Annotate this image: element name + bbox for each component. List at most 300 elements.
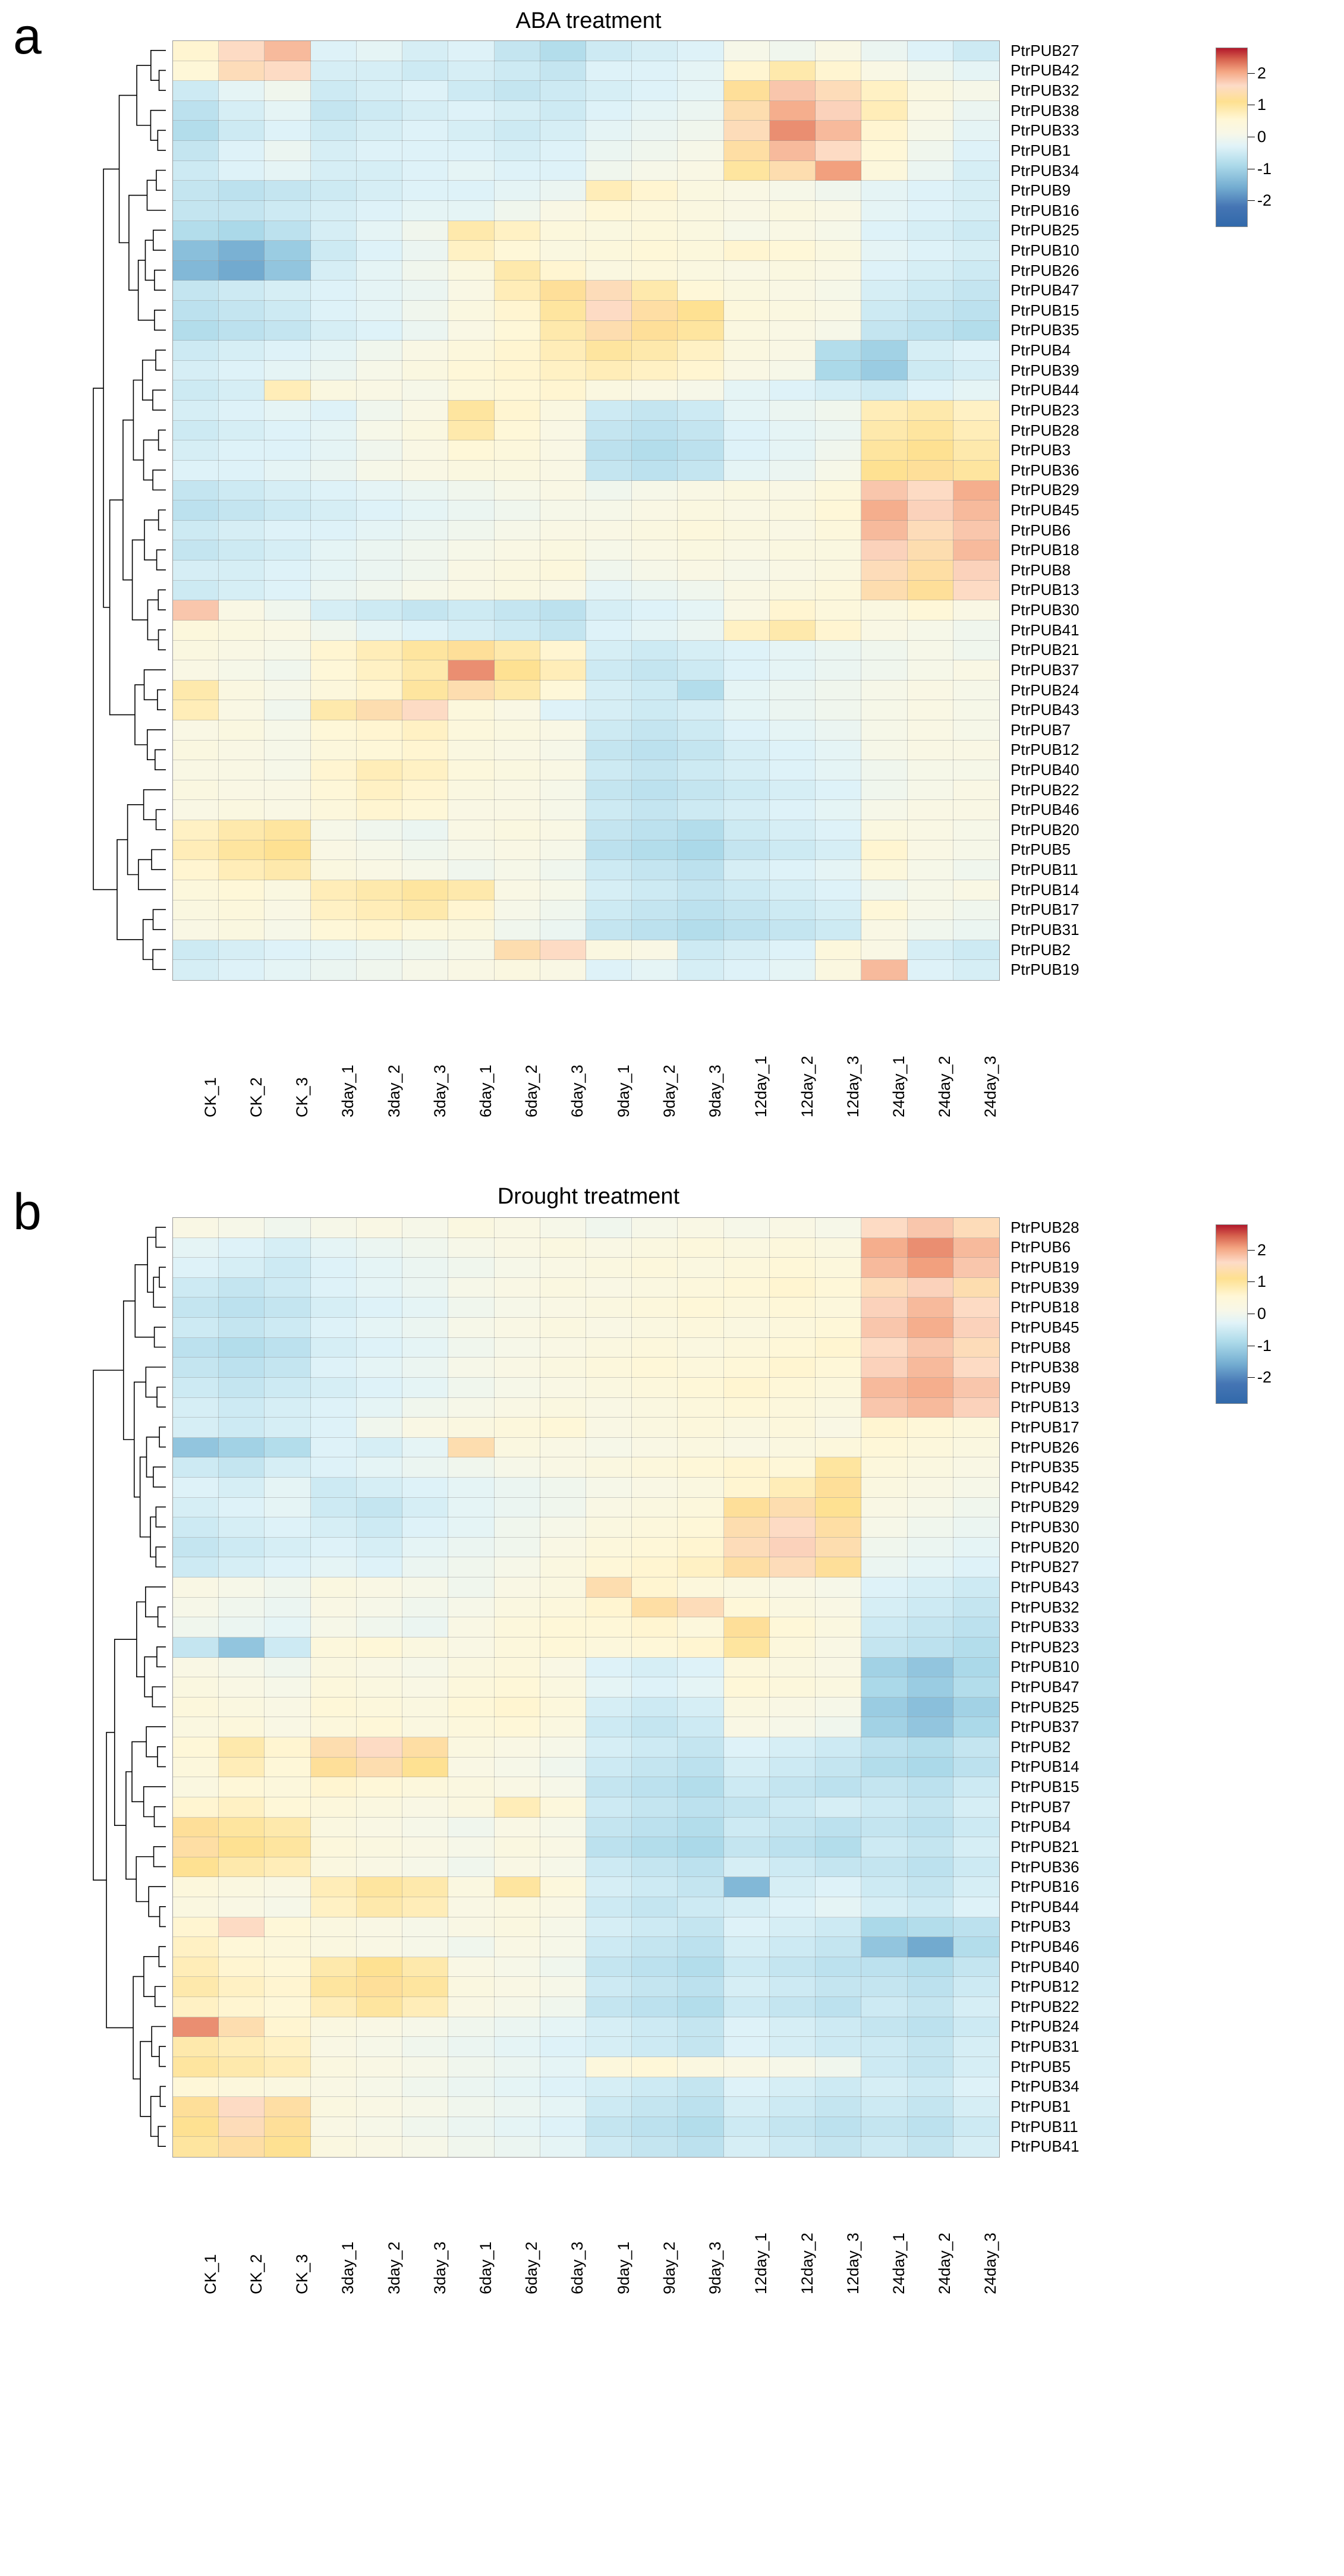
heatmap-cell xyxy=(357,221,402,241)
heatmap-cell xyxy=(495,81,540,101)
heatmap-cell xyxy=(816,940,861,961)
heatmap-cell xyxy=(402,880,448,900)
heatmap-cell xyxy=(816,1358,861,1378)
heatmap-cell xyxy=(861,720,907,741)
heatmap-cell xyxy=(586,500,632,521)
heatmap-cell xyxy=(632,1218,678,1238)
heatmap-cell xyxy=(173,560,219,581)
heatmap-cell xyxy=(908,341,953,361)
heatmap-cell xyxy=(678,540,723,560)
heatmap-cell xyxy=(632,1957,678,1977)
heatmap-cell xyxy=(908,1977,953,1997)
heatmap-cell xyxy=(402,281,448,301)
panel-letter-b: b xyxy=(13,1183,42,1240)
heatmap-cell xyxy=(861,1238,907,1258)
heatmap-cell xyxy=(908,481,953,501)
heatmap-cell xyxy=(402,1498,448,1518)
heatmap-cell xyxy=(816,1837,861,1857)
heatmap-cell xyxy=(265,1358,310,1378)
heatmap-cell xyxy=(586,920,632,940)
heatmap-cell xyxy=(770,181,816,201)
heatmap-cell xyxy=(311,1758,357,1778)
row-label: PtrPUB3 xyxy=(1011,1917,1071,1936)
heatmap-cell xyxy=(357,720,402,741)
heatmap-cell xyxy=(861,600,907,621)
heatmap-cell xyxy=(448,161,494,181)
heatmap-cell xyxy=(816,920,861,940)
heatmap-cell xyxy=(402,321,448,341)
heatmap-cell xyxy=(357,61,402,81)
heatmap-cell xyxy=(586,1837,632,1857)
heatmap-cell xyxy=(219,2117,265,2137)
heatmap-cell xyxy=(265,181,310,201)
heatmap-cell xyxy=(678,880,723,900)
heatmap-cell xyxy=(953,760,999,780)
heatmap-cell xyxy=(953,1777,999,1797)
heatmap-cell xyxy=(402,641,448,661)
heatmap-cell xyxy=(219,800,265,820)
heatmap-cell xyxy=(861,281,907,301)
heatmap-cell xyxy=(540,581,586,601)
heatmap-cell xyxy=(861,1818,907,1838)
heatmap-cell xyxy=(219,1378,265,1398)
heatmap-cell xyxy=(632,361,678,381)
heatmap-cell xyxy=(173,1698,219,1718)
heatmap-cell xyxy=(495,2137,540,2157)
heatmap-cell xyxy=(908,621,953,641)
heatmap-cell xyxy=(953,361,999,381)
heatmap-cell xyxy=(402,1398,448,1418)
heatmap-cell xyxy=(816,380,861,401)
heatmap-cell xyxy=(173,481,219,501)
heatmap-cell xyxy=(357,461,402,481)
heatmap-cell xyxy=(816,1857,861,1878)
heatmap-cell xyxy=(770,2077,816,2098)
heatmap-cell xyxy=(770,261,816,281)
heatmap-cell xyxy=(724,581,770,601)
heatmap-cell xyxy=(448,760,494,780)
heatmap-cell xyxy=(908,380,953,401)
heatmap-cell xyxy=(678,1698,723,1718)
heatmap-cell xyxy=(908,560,953,581)
heatmap-cell xyxy=(586,161,632,181)
heatmap-cell xyxy=(724,1698,770,1718)
heatmap-cell xyxy=(265,401,310,421)
heatmap-cell xyxy=(540,820,586,840)
heatmap-cell xyxy=(357,741,402,761)
heatmap-cell xyxy=(724,81,770,101)
heatmap-cell xyxy=(861,41,907,61)
heatmap-cell xyxy=(448,2137,494,2157)
heatmap-cell xyxy=(953,1478,999,1498)
heatmap-cell xyxy=(402,581,448,601)
heatmap-cell xyxy=(173,1917,219,1938)
heatmap-cell xyxy=(219,581,265,601)
heatmap-cell xyxy=(540,241,586,261)
heatmap-cell xyxy=(173,1777,219,1797)
heatmap-cell xyxy=(219,1338,265,1358)
heatmap-cell xyxy=(448,1577,494,1598)
heatmap-cell xyxy=(586,820,632,840)
heatmap-cell xyxy=(265,41,310,61)
heatmap-cell xyxy=(219,421,265,441)
heatmap-cell xyxy=(770,540,816,560)
row-label: PtrPUB23 xyxy=(1011,401,1079,419)
heatmap-cell xyxy=(678,1318,723,1338)
row-label: PtrPUB33 xyxy=(1011,121,1079,140)
heatmap-cell xyxy=(678,1517,723,1538)
heatmap-cell xyxy=(402,1677,448,1698)
heatmap-cell xyxy=(724,1957,770,1977)
heatmap-cell xyxy=(311,1777,357,1797)
heatmap-cell xyxy=(678,700,723,720)
heatmap-cell xyxy=(678,840,723,861)
heatmap-cell xyxy=(173,1857,219,1878)
heatmap-cell xyxy=(861,1977,907,1997)
heatmap-cell xyxy=(540,261,586,281)
heatmap-cell xyxy=(953,2017,999,2038)
heatmap-cell xyxy=(311,1438,357,1458)
heatmap-cell xyxy=(448,1877,494,1897)
heatmap-cell xyxy=(219,1258,265,1278)
heatmap-cell xyxy=(861,2137,907,2157)
heatmap-cell xyxy=(770,741,816,761)
heatmap-cell xyxy=(678,421,723,441)
heatmap-cell xyxy=(586,880,632,900)
heatmap-cell xyxy=(816,481,861,501)
heatmap-cell xyxy=(816,161,861,181)
heatmap-cell xyxy=(540,1917,586,1938)
heatmap-cell xyxy=(540,1698,586,1718)
heatmap-cell xyxy=(770,1717,816,1737)
heatmap-cell xyxy=(908,880,953,900)
heatmap-cell xyxy=(678,1218,723,1238)
heatmap-cell xyxy=(632,1478,678,1498)
heatmap-cell xyxy=(311,1418,357,1438)
row-label: PtrPUB46 xyxy=(1011,1938,1079,1956)
heatmap-cell xyxy=(770,860,816,880)
heatmap-cell xyxy=(265,321,310,341)
heatmap-cell xyxy=(402,1298,448,1318)
column-label: 3day_2 xyxy=(385,2241,403,2294)
heatmap-cell xyxy=(724,560,770,581)
heatmap-cell xyxy=(908,1917,953,1938)
heatmap-cell xyxy=(540,1538,586,1558)
heatmap-cell xyxy=(816,581,861,601)
heatmap-cell xyxy=(448,581,494,601)
heatmap-cell xyxy=(861,560,907,581)
column-label: 12day_1 xyxy=(752,2232,770,2294)
heatmap-cell xyxy=(586,301,632,321)
heatmap-cell xyxy=(586,1617,632,1637)
heatmap-cell xyxy=(402,500,448,521)
heatmap-cell xyxy=(770,581,816,601)
heatmap-cell xyxy=(448,720,494,741)
heatmap-cell xyxy=(724,820,770,840)
heatmap-cell xyxy=(173,800,219,820)
heatmap-cell xyxy=(495,540,540,560)
heatmap-cell xyxy=(402,760,448,780)
heatmap-cell xyxy=(770,1957,816,1977)
heatmap-cell xyxy=(540,660,586,681)
column-label: 24day_2 xyxy=(936,1056,954,1117)
heatmap-cell xyxy=(908,1797,953,1818)
heatmap-cell xyxy=(586,940,632,961)
heatmap-cell xyxy=(173,641,219,661)
heatmap-cell xyxy=(311,1698,357,1718)
heatmap-cell xyxy=(724,461,770,481)
heatmap-cell xyxy=(770,1837,816,1857)
heatmap-cell xyxy=(724,1438,770,1458)
heatmap-cell xyxy=(770,461,816,481)
row-dendrogram-b xyxy=(92,1217,169,2156)
heatmap-cell xyxy=(311,321,357,341)
heatmap-cell xyxy=(219,1737,265,1758)
heatmap-cell xyxy=(448,1917,494,1938)
heatmap-cell xyxy=(311,301,357,321)
heatmap-cell xyxy=(402,621,448,641)
heatmap-cell xyxy=(678,1457,723,1478)
heatmap-cell xyxy=(908,1398,953,1418)
heatmap-cell xyxy=(632,1857,678,1878)
heatmap-cell xyxy=(495,2077,540,2098)
heatmap-cell xyxy=(357,1658,402,1678)
heatmap-cell xyxy=(265,2117,310,2137)
heatmap-cell xyxy=(724,681,770,701)
heatmap-cell xyxy=(770,201,816,221)
heatmap-cell xyxy=(861,1717,907,1737)
heatmap-cell xyxy=(265,1658,310,1678)
heatmap-cell xyxy=(448,1398,494,1418)
heatmap-cell xyxy=(540,2037,586,2057)
heatmap-cell xyxy=(357,141,402,161)
heatmap-cell xyxy=(724,920,770,940)
heatmap-cell xyxy=(219,1478,265,1498)
heatmap-cell xyxy=(770,41,816,61)
heatmap-cell xyxy=(219,2137,265,2157)
heatmap-cell xyxy=(357,1857,402,1878)
heatmap-cell xyxy=(311,880,357,900)
heatmap-cell xyxy=(219,900,265,921)
heatmap-cell xyxy=(265,1637,310,1658)
heatmap-cell xyxy=(770,281,816,301)
heatmap-cell xyxy=(908,1818,953,1838)
heatmap-cell xyxy=(540,401,586,421)
column-label: 24day_2 xyxy=(936,2232,954,2294)
column-label: 3day_2 xyxy=(385,1065,403,1117)
row-label: PtrPUB34 xyxy=(1011,2077,1079,2096)
heatmap-cell xyxy=(219,301,265,321)
heatmap-cell xyxy=(953,1418,999,1438)
heatmap-cell xyxy=(540,1897,586,1917)
heatmap-cell xyxy=(265,1538,310,1558)
heatmap-cell xyxy=(632,760,678,780)
heatmap-cell xyxy=(265,61,310,81)
heatmap-cell xyxy=(908,221,953,241)
heatmap-cell xyxy=(678,741,723,761)
heatmap-cell xyxy=(540,201,586,221)
heatmap-cell xyxy=(495,1877,540,1897)
heatmap-cell xyxy=(265,1238,310,1258)
heatmap-cell xyxy=(632,321,678,341)
heatmap-cell xyxy=(632,41,678,61)
heatmap-cell xyxy=(495,560,540,581)
heatmap-cell xyxy=(357,1517,402,1538)
heatmap-cell xyxy=(816,1997,861,2017)
heatmap-cell xyxy=(173,421,219,441)
heatmap-cell xyxy=(265,221,310,241)
heatmap-cell xyxy=(357,421,402,441)
heatmap-cell xyxy=(540,900,586,921)
heatmap-cell xyxy=(632,1917,678,1938)
heatmap-cell xyxy=(586,341,632,361)
heatmap-cell xyxy=(540,1677,586,1698)
heatmap-cell xyxy=(311,2077,357,2098)
heatmap-cell xyxy=(265,1457,310,1478)
heatmap-cell xyxy=(311,621,357,641)
heatmap-cell xyxy=(816,201,861,221)
heatmap-cell xyxy=(265,1777,310,1797)
heatmap-cell xyxy=(357,1538,402,1558)
heatmap-cell xyxy=(632,341,678,361)
row-label: PtrPUB28 xyxy=(1011,421,1079,439)
heatmap-cell xyxy=(678,181,723,201)
heatmap-cell xyxy=(311,1797,357,1818)
heatmap-cell xyxy=(357,201,402,221)
heatmap-cell xyxy=(448,621,494,641)
heatmap-cell xyxy=(402,1957,448,1977)
heatmap-cell xyxy=(402,2037,448,2057)
heatmap-cell xyxy=(861,1997,907,2017)
heatmap-cell xyxy=(632,161,678,181)
heatmap-cell xyxy=(861,1937,907,1957)
heatmap-cell xyxy=(448,2057,494,2077)
heatmap-cell xyxy=(632,1538,678,1558)
heatmap-cell xyxy=(173,321,219,341)
heatmap-cell xyxy=(678,600,723,621)
heatmap-cell xyxy=(219,2097,265,2117)
heatmap-cell xyxy=(816,341,861,361)
heatmap-cell xyxy=(265,2057,310,2077)
heatmap-cell xyxy=(908,461,953,481)
heatmap-cell xyxy=(816,2117,861,2137)
heatmap-cell xyxy=(632,1977,678,1997)
heatmap-cell xyxy=(495,361,540,381)
heatmap-cell xyxy=(402,2137,448,2157)
heatmap-cell xyxy=(953,1577,999,1598)
heatmap-cell xyxy=(816,1298,861,1318)
heatmap-cell xyxy=(816,221,861,241)
heatmap-cell xyxy=(540,500,586,521)
column-label: CK_3 xyxy=(293,2254,311,2294)
heatmap-cell xyxy=(311,2117,357,2137)
heatmap-cell xyxy=(402,940,448,961)
heatmap-cell xyxy=(632,301,678,321)
heatmap-cell xyxy=(678,1617,723,1637)
heatmap-cell xyxy=(908,401,953,421)
heatmap-cell xyxy=(770,1338,816,1358)
heatmap-cell xyxy=(173,101,219,121)
row-label: PtrPUB2 xyxy=(1011,940,1071,959)
heatmap-cell xyxy=(953,161,999,181)
heatmap-cell xyxy=(632,1758,678,1778)
heatmap-cell xyxy=(632,261,678,281)
heatmap-cell xyxy=(678,2017,723,2038)
heatmap-cell xyxy=(357,1457,402,1478)
heatmap-cell xyxy=(357,581,402,601)
heatmap-cell xyxy=(448,1758,494,1778)
heatmap-cell xyxy=(357,1917,402,1938)
heatmap-cell xyxy=(908,41,953,61)
heatmap-cell xyxy=(908,1358,953,1378)
heatmap-cell xyxy=(402,481,448,501)
heatmap-cell xyxy=(953,2037,999,2057)
heatmap-cell xyxy=(724,1338,770,1358)
colorbar-tick-label: 1 xyxy=(1257,1273,1267,1291)
heatmap-cell xyxy=(586,1717,632,1737)
heatmap-cell xyxy=(724,481,770,501)
heatmap-cell xyxy=(448,880,494,900)
heatmap-cell xyxy=(678,161,723,181)
heatmap-cell xyxy=(953,1698,999,1718)
heatmap-cell xyxy=(402,720,448,741)
heatmap-cell xyxy=(770,1418,816,1438)
heatmap-cell xyxy=(219,61,265,81)
heatmap-cell xyxy=(265,900,310,921)
heatmap-cell xyxy=(219,1977,265,1997)
heatmap-cell xyxy=(540,780,586,801)
row-label: PtrPUB11 xyxy=(1011,861,1078,879)
heatmap-cell xyxy=(678,361,723,381)
heatmap-cell xyxy=(678,321,723,341)
heatmap-cell xyxy=(219,221,265,241)
row-label: PtrPUB27 xyxy=(1011,1558,1079,1576)
heatmap-cell xyxy=(678,1238,723,1258)
heatmap-cell xyxy=(632,780,678,801)
heatmap-cell xyxy=(632,880,678,900)
heatmap-cell xyxy=(402,1977,448,1997)
heatmap-cell xyxy=(632,860,678,880)
heatmap-cell xyxy=(678,81,723,101)
heatmap-cell xyxy=(953,660,999,681)
heatmap-cell xyxy=(678,1378,723,1398)
heatmap-cell xyxy=(448,840,494,861)
heatmap-cell xyxy=(173,401,219,421)
heatmap-cell xyxy=(678,1717,723,1737)
heatmap-cell xyxy=(402,41,448,61)
heatmap-cell xyxy=(678,681,723,701)
heatmap-cell xyxy=(908,241,953,261)
heatmap-cell xyxy=(311,1398,357,1418)
heatmap-cell xyxy=(632,1617,678,1637)
heatmap-cell xyxy=(770,361,816,381)
heatmap-cell xyxy=(402,1658,448,1678)
heatmap-cell xyxy=(632,2077,678,2098)
heatmap-cell xyxy=(678,1438,723,1458)
heatmap-cell xyxy=(816,141,861,161)
row-label: PtrPUB21 xyxy=(1011,641,1079,659)
heatmap-cell xyxy=(632,521,678,541)
heatmap-cell xyxy=(540,2137,586,2157)
heatmap-cell xyxy=(540,1577,586,1598)
heatmap-cell xyxy=(953,1538,999,1558)
heatmap-cell xyxy=(357,121,402,141)
heatmap-cell xyxy=(770,1737,816,1758)
heatmap-cell xyxy=(219,321,265,341)
heatmap-cell xyxy=(908,1737,953,1758)
heatmap-cell xyxy=(173,181,219,201)
heatmap-cell xyxy=(770,681,816,701)
